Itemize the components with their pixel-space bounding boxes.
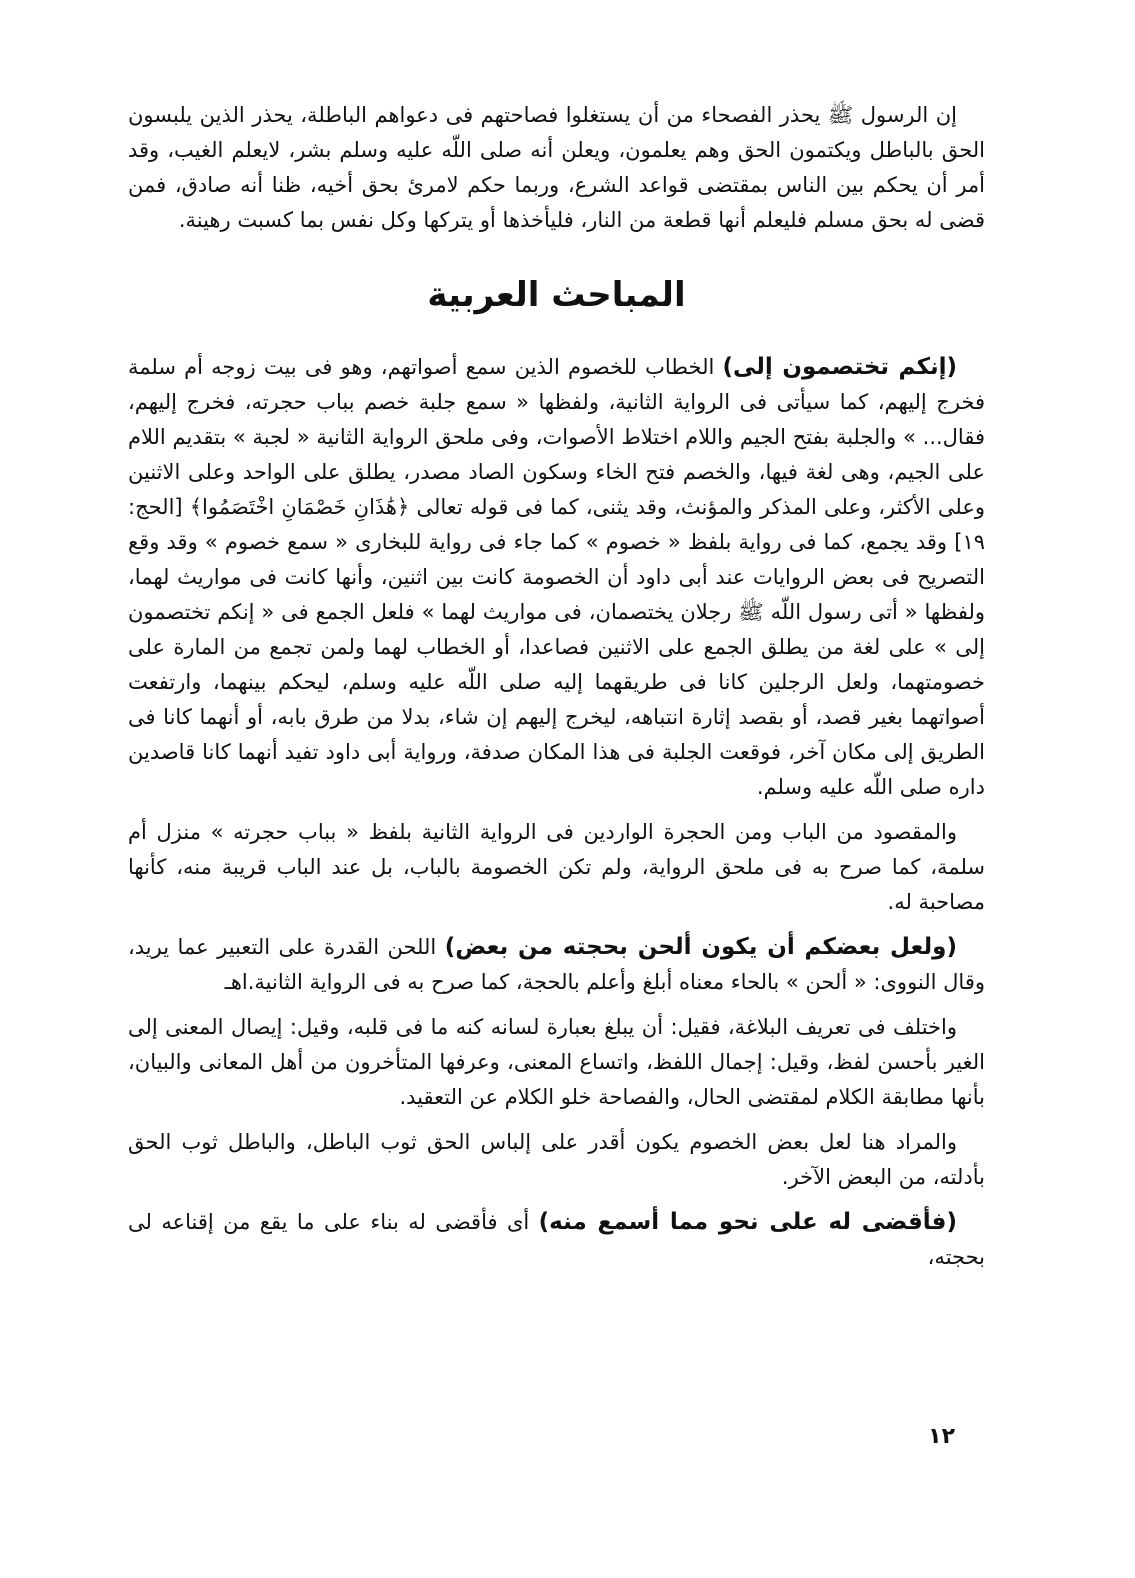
intro-paragraph: إن الرسول ﷺ يحذر الفصحاء من أن يستغلوا فصاحتهم فى دعواهم الباطلة، يحذر الذين يلبسون الحق بالباطل ويكتمون الحق وهم يعلمون، ويعلن أنه صلى اللّه عليه وسلم بشر، لايعلم الغيب، وقد أمر أن يحكم بين الناس بمقتضى قواعد الشرع، وربما حكم لامرئ بحق أخيه، ظنا أنه صادق، فمن قضى له بحق مسلم فليعلم أنها قطعة من النار، فليأخذها أو يتركها وكل نفس بما كسبت رهينة. xyxy=(128,103,985,232)
paragraph-6-text: أى فأقضى له بناء على ما يقع من إقناعه لى بحجته، xyxy=(128,1210,985,1269)
paragraph-1-text: الخطاب للخصوم الذين سمع أصواتهم، وهو فى بيت زوجه أم سلمة فخرج إليهم، كما سيأتى فى الرواية الثانية، ولفظها « سمع جلبة خصم بباب حجرته، فخرج إليهم، فقال... » والجلبة بفتح الجيم واللام اختلاط الأصوات، وفى ملحق الرواية الثانية « لجبة » بتقديم اللام على الجيم، وهى لغة فيها، والخصم فتح الخاء وسكون الصاد مصدر، يطلق على الواحد وعلى الاثنين وعلى الأكثر، وعلى المذكر والمؤنث، وقد يثنى، كما فى قوله تعالى ﴿هَٰذَانِ خَصْمَانِ اخْتَصَمُوا﴾ [الحج: ١٩] وقد يجمع، كما فى رواية بلفظ « خصوم » كما جاء فى رواية للبخارى « سمع خصوم » وقد وقع التصريح فى بعض الروايات عند أبى داود أن الخصومة كانت بين اثنين، وأنها كانت فى مواريث لهما، ولفظها « أتى رسول اللّه ﷺ رجلان يختصمان، فى مواريث لهما » فلعل الجمع فى « إنكم تختصمون إلى » على لغة من يطلق الجمع على الاثنين فصاعدا، أو الخطاب لهما ولمن تجمع من المارة على خصومتهما، ولعل الرجلين كانا فى طريقهما إليه صلى اللّه عليه وسلم، ليحكم بينهما، وارتفعت أصواتهما بغير قصد، أو بقصد إثارة انتباهه، ليخرج إليهم إن شاء، بدلا من طرق بابه، أو أنهما كانا فى الطريق إلى مكان آخر، فوقعت الجلبة فى هذا المكان صدفة، ورواية أبى داود تفيد أنهما كانا قاصدين داره صلى اللّه عليه وسلم. xyxy=(128,355,985,799)
page-number: ١٢ xyxy=(928,1424,955,1449)
paragraph-4 xyxy=(128,1010,985,1115)
paragraph-3-lead: (ولعل بعضكم أن يكون ألحن بحجته من بعض) xyxy=(444,934,957,960)
paragraph-6-lead: (فأقضى له على نحو مما أسمع منه) xyxy=(538,1209,957,1235)
paragraph-1-lead: (إنكم تختصمون إلى) xyxy=(722,354,958,380)
paragraph-5-text: والمراد هنا لعل بعض الخصوم يكون أقدر على إلباس الحق ثوب الباطل، والباطل ثوب الحق بأدلته، من البعض الآخر. xyxy=(128,1130,985,1189)
paragraph-6 xyxy=(128,1205,985,1275)
paragraph-4-text: واختلف فى تعريف البلاغة، فقيل: أن يبلغ بعبارة لسانه كنه ما فى قلبه، وقيل: إيصال المعنى إلى الغير بأحسن لفظ، وقيل: إجمال اللفظ، واتساع المعنى، وعرفها المتأخرون من أهل المعانى والبيان، بأنها مطابقة الكلام لمقتضى الحال، والفصاحة خلو الكلام عن التعقيد. xyxy=(128,1015,985,1109)
paragraph-3-text: اللحن القدرة على التعبير عما يريد، وقال النووى: « ألحن » بالحاء معناه أبلغ وأعلم بالحجة، كما صرح به فى الرواية الثانية.اهـ xyxy=(128,935,985,994)
paragraph-3 xyxy=(128,930,985,1000)
paragraph-2 xyxy=(128,815,985,920)
document-page xyxy=(128,98,985,1538)
paragraph-1 xyxy=(128,350,985,805)
paragraph-5 xyxy=(128,1125,985,1195)
paragraph-2-text: والمقصود من الباب ومن الحجرة الواردين فى الرواية الثانية بلفظ « بباب حجرته » منزل أم سلمة، كما صرح به فى ملحق الرواية، ولم تكن الخصومة بالباب، بل عند الباب قريبة منه، كأنها مصاحبة له. xyxy=(128,820,985,914)
section-title: المباحث العربية xyxy=(427,275,686,315)
